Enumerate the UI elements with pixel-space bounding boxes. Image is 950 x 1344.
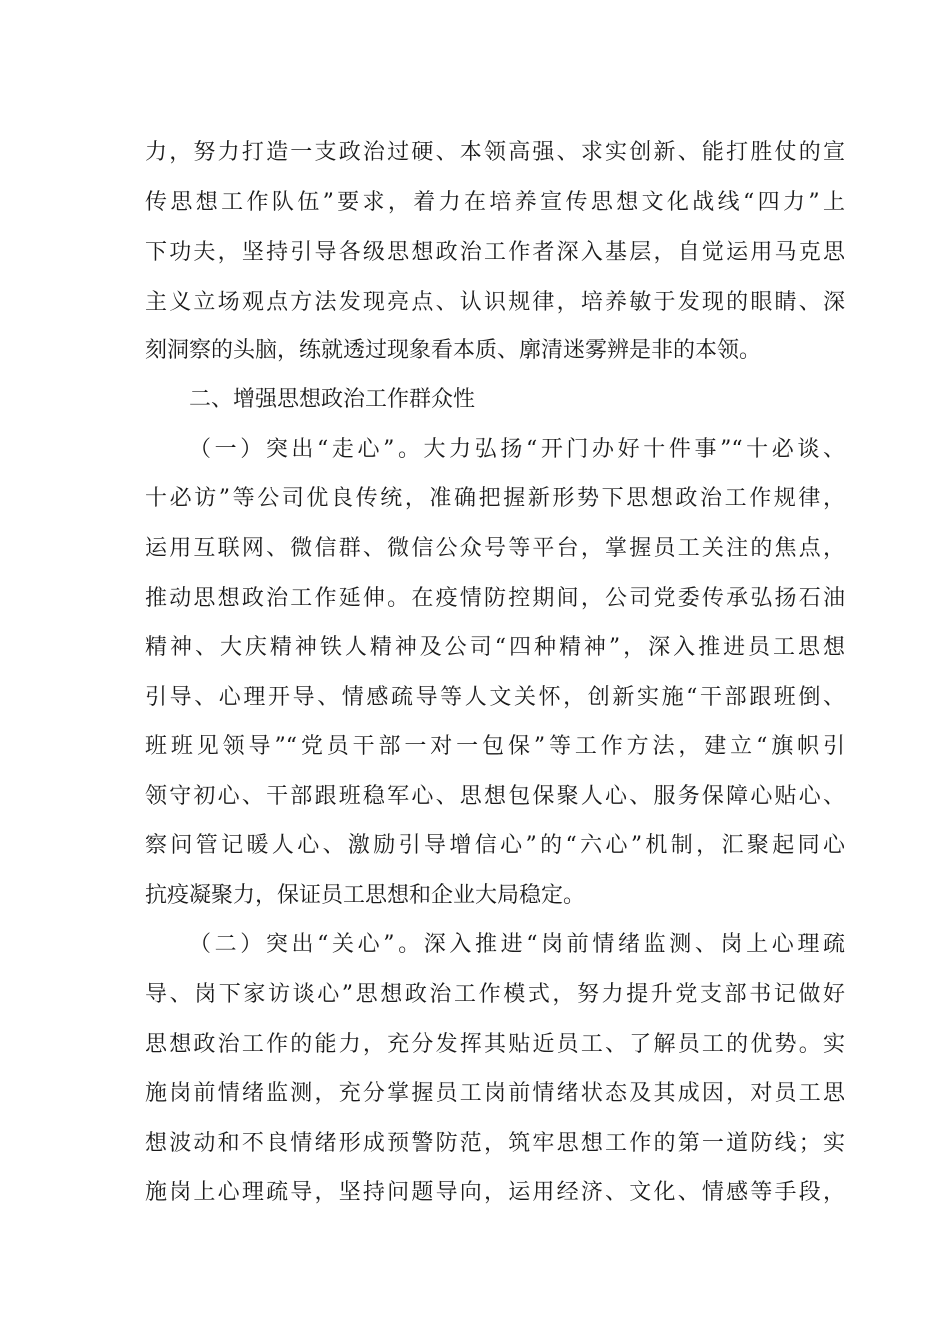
paragraph-line: 刻洞察的头脑，练就透过现象看本质、廓清迷雾辨是非的本领。 <box>145 338 762 363</box>
paragraph-line: 抗疫凝聚力，保证员工思想和企业大局稳定。 <box>145 883 586 908</box>
paragraph-line: 引导、心理开导、情感疏导等人文关怀，创新实施“干部跟班倒、 <box>145 685 845 710</box>
paragraph-line: （二）突出“关心”。深入推进“岗前情绪监测、岗上心理疏 <box>189 932 845 957</box>
paragraph-line: 思想政治工作的能力，充分发挥其贴近员工、了解员工的优势。实 <box>145 1032 845 1057</box>
paragraph-line: 领守初心、干部跟班稳军心、思想包保聚人心、服务保障心贴心、 <box>145 784 845 809</box>
paragraph-line: 传思想工作队伍”要求，着力在培养宣传思想文化战线“四力”上 <box>145 190 845 215</box>
section-heading: 二、增强思想政治工作群众性 <box>189 387 476 412</box>
paragraph-line: （一）突出“走心”。大力弘扬“开门办好十件事”“十必谈、 <box>189 437 845 462</box>
paragraph-line: 推动思想政治工作延伸。在疫情防控期间，公司党委传承弘扬石油 <box>145 586 845 611</box>
paragraph-line: 精神、大庆精神铁人精神及公司“四种精神”，深入推进员工思想 <box>145 635 845 660</box>
paragraph-line: 力，努力打造一支政治过硬、本领高强、求实创新、能打胜仗的宣 <box>145 140 845 165</box>
paragraph-line: 施岗前情绪监测，充分掌握员工岗前情绪状态及其成因，对员工思 <box>145 1081 845 1106</box>
paragraph-line: 运用互联网、微信群、微信公众号等平台，掌握员工关注的焦点， <box>145 536 845 561</box>
paragraph-line: 想波动和不良情绪形成预警防范，筑牢思想工作的第一道防线；实 <box>145 1131 845 1156</box>
paragraph-line: 施岗上心理疏导，坚持问题导向，运用经济、文化、情感等手段， <box>145 1180 845 1205</box>
paragraph-line: 下功夫，坚持引导各级思想政治工作者深入基层，自觉运用马克思 <box>145 240 845 265</box>
paragraph-line: 主义立场观点方法发现亮点、认识规律，培养敏于发现的眼睛、深 <box>145 290 845 315</box>
paragraph-line: 班班见领导”“党员干部一对一包保”等工作方法，建立“旗帜引 <box>145 734 845 759</box>
paragraph-line: 十必访”等公司优良传统，准确把握新形势下思想政治工作规律， <box>145 486 845 511</box>
paragraph-line: 察问管记暖人心、激励引导增信心”的“六心”机制，汇聚起同心 <box>145 833 845 858</box>
paragraph-line: 导、岗下家访谈心”思想政治工作模式，努力提升党支部书记做好 <box>145 982 845 1007</box>
